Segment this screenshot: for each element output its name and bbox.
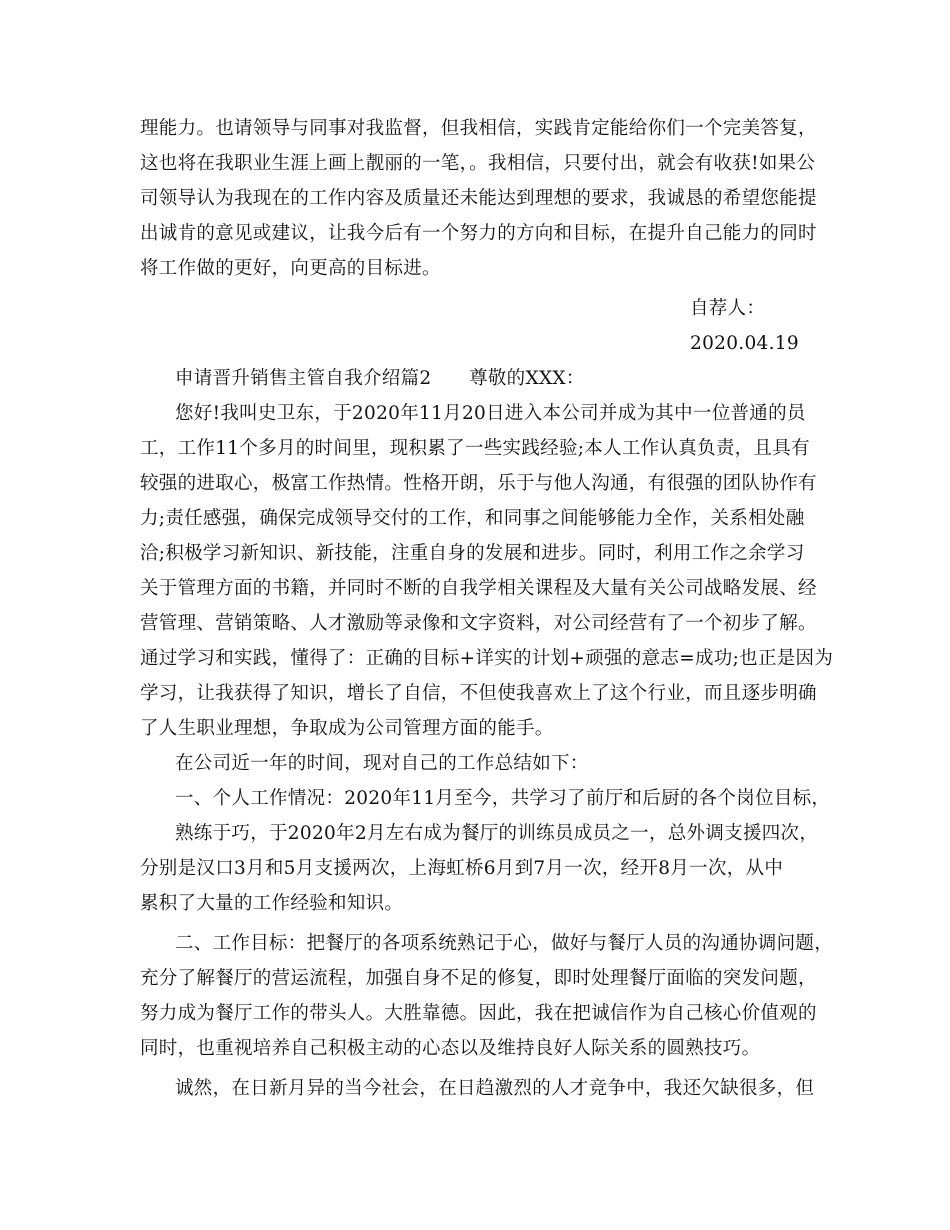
body-text-line: 工，工作11个多月的时间里，现积累了一些实践经验;本人工作认真负责，且具有 [140, 438, 810, 459]
signature-label: 自荐人： [690, 298, 766, 319]
body-text-line: 二、工作目标：把餐厅的各项系统熟记于心，做好与餐厅人员的沟通协调问题， [175, 933, 834, 954]
body-text-line: 将工作做的更好，向更高的目标进。 [140, 258, 441, 279]
body-text-line: 熟练于巧，于2020年2月左右成为餐厅的训练员成员之一，总外调支援四次， [175, 823, 819, 844]
body-text-line: 一、个人工作情况：2020年11月至今，共学习了前厅和后厨的各个岗位目标， [175, 788, 831, 809]
body-text-line: 您好!我叫史卫东，于2020年11月20日进入本公司并成为其中一位普通的员 [175, 403, 806, 424]
body-text-line: 力;责任感强，确保完成领导交付的工作，和同事之间能够能力全作，关系相处融 [140, 508, 805, 529]
section-heading: 申请晋升销售主管自我介绍篇2 尊敬的XXX： [175, 368, 585, 389]
body-text-line: 较强的进取心，极富工作热情。性格开朗，乐于与他人沟通，有很强的团队协作有 [140, 473, 817, 494]
body-text-line: 这也将在我职业生涯上画上靓丽的一笔，。我相信，只要付出，就会有收获!如果公 [140, 153, 816, 174]
body-text-line: 出诚肯的意见或建议，让我今后有一个努力的方向和目标，在提升自己能力的同时 [140, 223, 817, 244]
body-text-line: 分别是汉口3月和5月支援两次，上海虹桥6月到7月一次，经开8月一次，从中 [140, 858, 784, 879]
body-text-line: 司领导认为我现在的工作内容及质量还未能达到理想的要求，我诚恳的希望您能提 [140, 188, 817, 209]
body-text-line: 累积了大量的工作经验和知识。 [140, 893, 404, 914]
signature-date: 2020.04.19 [690, 333, 799, 354]
body-text-line: 关于管理方面的书籍，并同时不断的自我学相关课程及大量有关公司战略发展、经 [140, 578, 817, 599]
body-text-line: 诚然，在日新月异的当今社会，在日趋激烈的人才竞争中，我还欠缺很多，但 [175, 1078, 815, 1099]
body-text-line: 了人生职业理想，争取成为公司管理方面的能手。 [140, 718, 554, 739]
body-text-line: 努力成为餐厅工作的带头人。大胜靠德。因此，我在把诚信作为自己核心价值观的 [140, 1003, 817, 1024]
body-text-line: 洽;积极学习新知识、新技能，注重自身的发展和进步。同时，利用工作之余学习 [140, 543, 805, 564]
body-text-line: 充分了解餐厅的营运流程，加强自身不足的修复，即时处理餐厅面临的突发问题， [140, 968, 817, 989]
body-text-line: 学习，让我获得了知识，增长了自信，不但使我喜欢上了这个行业，而且逐步明确 [140, 683, 817, 704]
body-text-line: 在公司近一年的时间，现对自己的工作总结如下： [175, 753, 589, 774]
body-text-line: 营管理、营销策略、人才激励等录像和文字资料，对公司经营有了一个初步了解。 [140, 613, 817, 634]
body-text-line: 同时，也重视培养自己积极主动的心态以及维持良好人际关系的圆熟技巧。 [140, 1038, 761, 1059]
body-text-line: 理能力。也请领导与同事对我监督，但我相信，实践肯定能给你们一个完美答复， [140, 118, 817, 139]
body-text-line: 通过学习和实践，懂得了：正确的目标+详实的计划+顽强的意志=成功;也正是因为 [140, 648, 834, 669]
